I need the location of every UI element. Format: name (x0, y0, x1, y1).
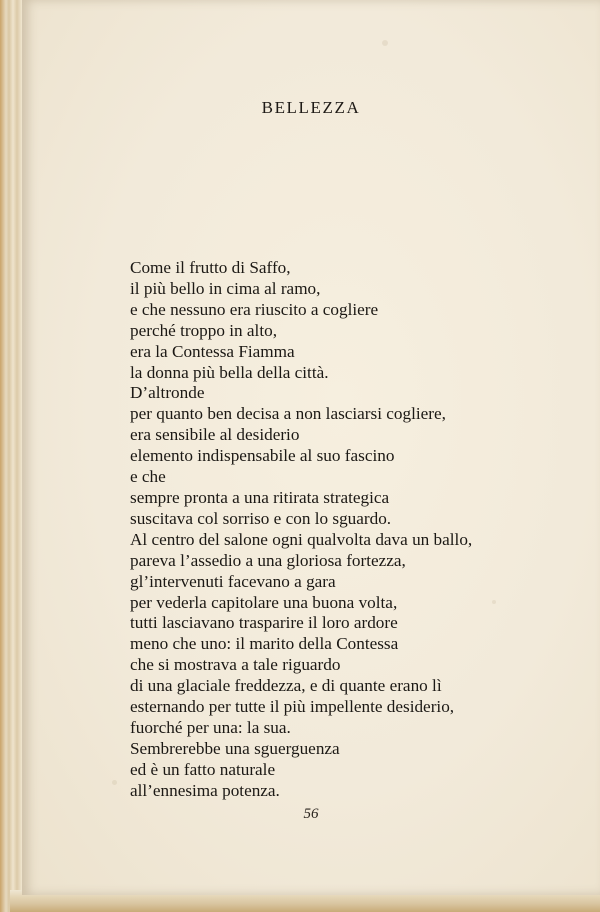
poem-line: all’ennesima potenza. (130, 780, 280, 800)
poem-line: che si mostrava a tale riguardo (130, 655, 341, 675)
page-number: 56 (303, 806, 319, 822)
poem-line: fuorché per una: la sua. (130, 717, 291, 737)
poem-line: Sembrerebbe una sguerguenza (130, 738, 340, 758)
poem-title: BELLEZZA (261, 98, 361, 117)
poem-line: elemento indispensabile al suo fascino (130, 446, 395, 466)
poem-line: di una glaciale freddezza, e di quante erano lì (130, 676, 442, 696)
poem-line: pareva l’assedio a una gloriosa fortezza, (130, 550, 406, 570)
poem-line: sempre pronta a una ritirata strategica (130, 487, 390, 507)
paper-speck (112, 780, 117, 785)
poem-line: perché troppo in alto, (130, 320, 278, 340)
poem-line: la donna più bella della città. (130, 362, 329, 382)
poem-line: per vederla capitolare una buona volta, (130, 592, 398, 612)
poem-line: per quanto ben decisa a non lasciarsi cogliere, (130, 404, 446, 424)
poem-line: D’altronde (130, 383, 205, 403)
poem-line: era sensibile al desiderio (130, 425, 300, 445)
poem-line: meno che uno: il marito della Contessa (130, 634, 399, 654)
poem-line: il più bello in cima al ramo, (130, 278, 321, 298)
paper-speck (382, 40, 388, 46)
poem-line: gl’intervenuti facevano a gara (130, 571, 336, 591)
poem-line: ed è un fatto naturale (130, 759, 276, 779)
poem-line: Al centro del salone ogni qualvolta dava un ballo, (130, 529, 473, 549)
poem-line: e che nessuno era riuscito a cogliere (130, 299, 379, 319)
poem-line: Come il frutto di Saffo, (130, 258, 291, 277)
poem-line: suscitava col sorriso e con lo sguardo. (130, 508, 392, 528)
poem-line: esternando per tutte il più impellente desiderio, (130, 697, 455, 717)
poem-line: era la Contessa Fiamma (130, 341, 295, 361)
poem-body (130, 258, 570, 802)
poem-line: e che (130, 467, 166, 487)
poem-line: tutti lasciavano trasparire il loro ardore (130, 613, 398, 633)
